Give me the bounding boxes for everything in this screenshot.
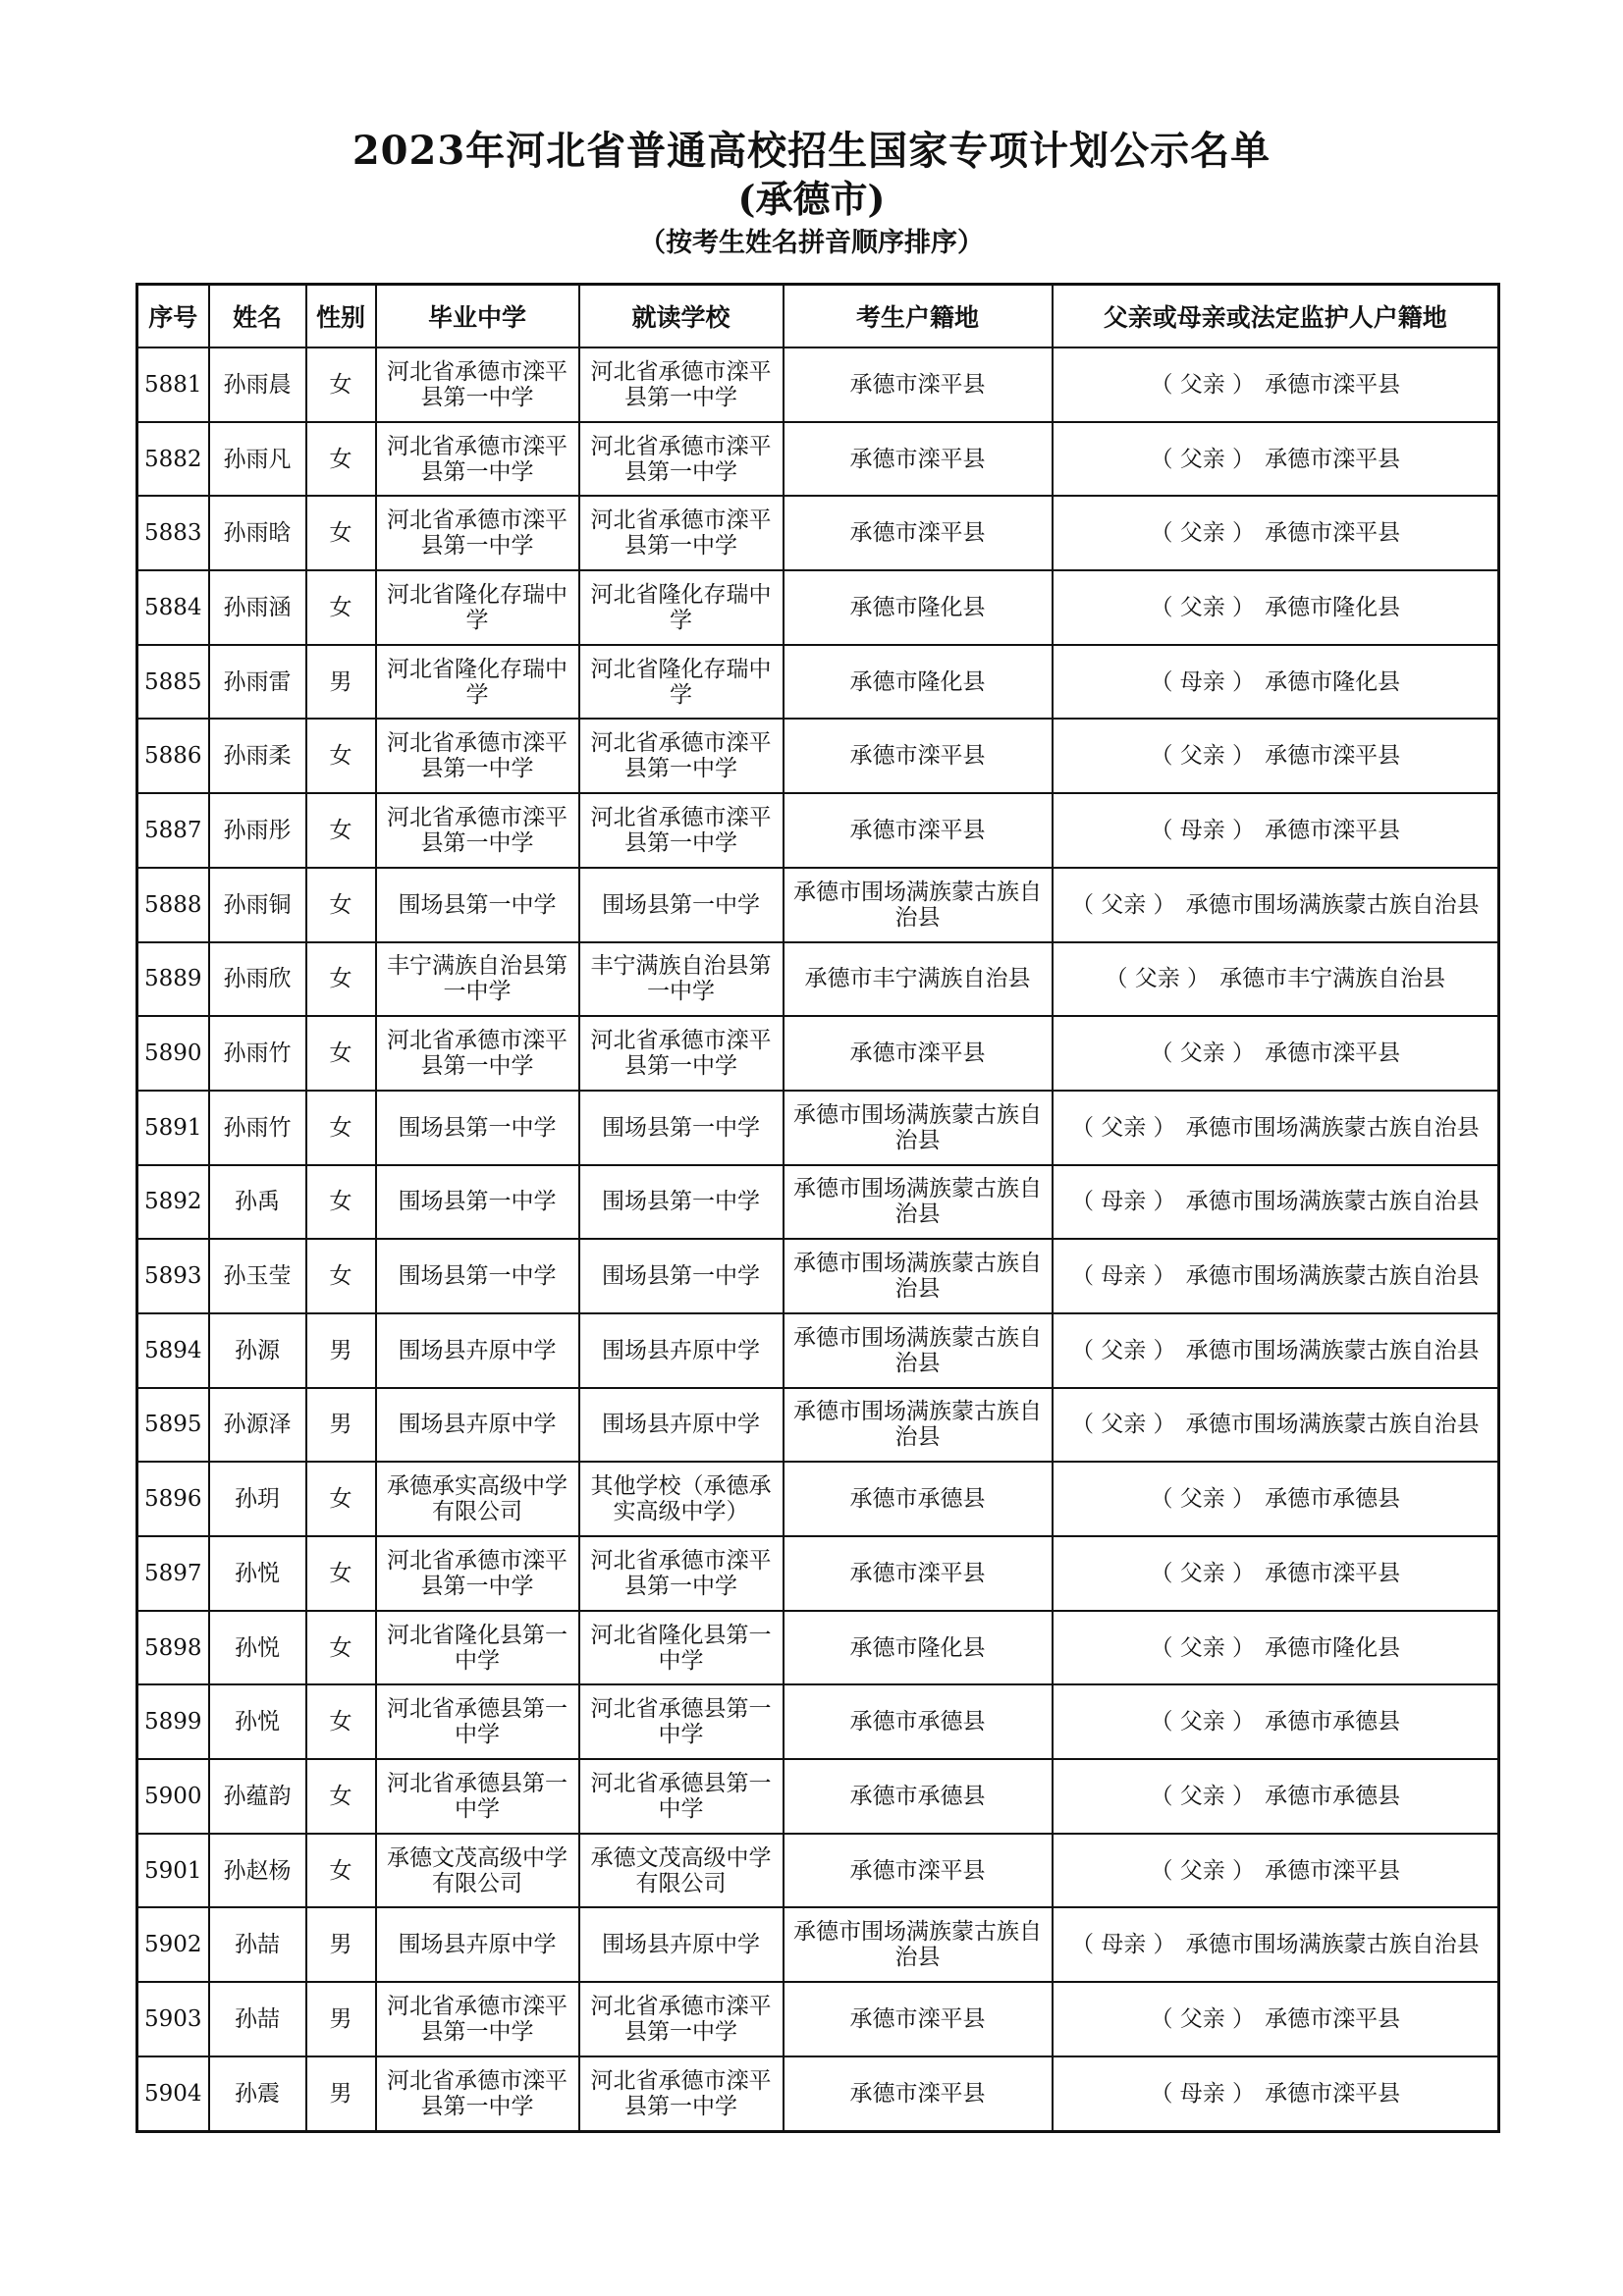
- table-body: [137, 347, 1499, 2131]
- graduation-school-cell: 河北省承德县第一中学: [376, 1684, 579, 1759]
- graduation-school-cell: 河北省承德市滦平县第一中学: [376, 1982, 579, 2056]
- guardian-hukou: 承德市滦平县: [1265, 2005, 1401, 2032]
- table-row: [137, 422, 1499, 497]
- student-hukou-cell: 承德市围场满族蒙古族自治县: [784, 868, 1053, 942]
- guardian-hukou: 承德市围场满族蒙古族自治县: [1185, 1412, 1480, 1438]
- serial-number-cell: 5898: [137, 1611, 209, 1685]
- gender-cell: 女: [306, 496, 376, 570]
- gender-cell: 男: [306, 1907, 376, 1982]
- table-row: [137, 1611, 1499, 1685]
- guardian-relation: （ 父亲 ）: [1150, 1634, 1256, 1661]
- graduation-school-cell: 围场县第一中学: [376, 1165, 579, 1240]
- current-school-cell: 河北省承德市滦平县第一中学: [579, 2056, 784, 2131]
- serial-number-cell: 5891: [137, 1091, 209, 1165]
- student-name-cell: 孙雨彤: [209, 793, 306, 868]
- guardian-hukou: 承德市滦平县: [1265, 817, 1401, 843]
- column-header-current-school: 就读学校: [579, 285, 784, 348]
- guardian-hukou-cell: [1053, 1388, 1499, 1463]
- guardian-relation: （ 父亲 ）: [1150, 1783, 1256, 1809]
- student-hukou-cell: 承德市隆化县: [784, 570, 1053, 645]
- student-hukou-cell: 承德市滦平县: [784, 2056, 1053, 2131]
- student-name-cell: 孙赵杨: [209, 1834, 306, 1908]
- guardian-hukou: 承德市围场满族蒙古族自治县: [1185, 1189, 1480, 1215]
- guardian-hukou: 承德市围场满族蒙古族自治县: [1185, 1114, 1480, 1141]
- student-name-cell: 孙玉莹: [209, 1239, 306, 1313]
- serial-number-cell: 5890: [137, 1016, 209, 1091]
- guardian-relation: （ 父亲 ）: [1150, 520, 1256, 547]
- student-name-cell: 孙蕴韵: [209, 1759, 306, 1834]
- gender-cell: 女: [306, 1091, 376, 1165]
- guardian-hukou-cell: [1053, 719, 1499, 793]
- student-hukou-cell: 承德市丰宁满族自治县: [784, 942, 1053, 1017]
- table-row: [137, 1759, 1499, 1834]
- table-row: [137, 1091, 1499, 1165]
- guardian-relation: （ 母亲 ）: [1150, 817, 1256, 843]
- graduation-school-cell: 承德文茂高级中学有限公司: [376, 1834, 579, 1908]
- guardian-hukou-cell: [1053, 570, 1499, 645]
- guardian-relation: （ 父亲 ）: [1070, 1337, 1176, 1363]
- guardian-hukou-cell: [1053, 2056, 1499, 2131]
- student-hukou-cell: 承德市滦平县: [784, 496, 1053, 570]
- guardian-relation: （ 父亲 ）: [1150, 1560, 1256, 1586]
- guardian-hukou-cell: [1053, 868, 1499, 942]
- gender-cell: 女: [306, 347, 376, 422]
- guardian-hukou-cell: [1053, 496, 1499, 570]
- current-school-cell: 河北省承德市滦平县第一中学: [579, 1982, 784, 2056]
- gender-cell: 男: [306, 1388, 376, 1463]
- guardian-hukou-cell: [1053, 1313, 1499, 1388]
- current-school-cell: 围场县卉原中学: [579, 1388, 784, 1463]
- student-hukou-cell: 承德市滦平县: [784, 1982, 1053, 2056]
- table-row: [137, 1982, 1499, 2056]
- graduation-school-cell: 围场县卉原中学: [376, 1907, 579, 1982]
- gender-cell: 女: [306, 868, 376, 942]
- current-school-cell: 河北省承德市滦平县第一中学: [579, 347, 784, 422]
- student-hukou-cell: 承德市滦平县: [784, 1834, 1053, 1908]
- serial-number-cell: 5887: [137, 793, 209, 868]
- guardian-relation: （ 父亲 ）: [1150, 446, 1256, 472]
- gender-cell: 男: [306, 2056, 376, 2131]
- student-hukou-cell: 承德市滦平县: [784, 1016, 1053, 1091]
- guardian-hukou: 承德市围场满族蒙古族自治县: [1185, 891, 1480, 918]
- current-school-cell: 河北省承德市滦平县第一中学: [579, 422, 784, 497]
- student-name-cell: 孙雨凡: [209, 422, 306, 497]
- guardian-hukou: 承德市滦平县: [1265, 371, 1401, 398]
- graduation-school-cell: 承德承实高级中学有限公司: [376, 1462, 579, 1536]
- guardian-hukou-cell: [1053, 1091, 1499, 1165]
- student-hukou-cell: 承德市围场满族蒙古族自治县: [784, 1091, 1053, 1165]
- gender-cell: 女: [306, 1834, 376, 1908]
- student-hukou-cell: 承德市承德县: [784, 1462, 1053, 1536]
- serial-number-cell: 5899: [137, 1684, 209, 1759]
- graduation-school-cell: 围场县第一中学: [376, 1091, 579, 1165]
- guardian-hukou: 承德市隆化县: [1265, 594, 1401, 620]
- column-header-grad-school: 毕业中学: [376, 285, 579, 348]
- guardian-hukou-cell: [1053, 1016, 1499, 1091]
- serial-number-cell: 5888: [137, 868, 209, 942]
- serial-number-cell: 5903: [137, 1982, 209, 2056]
- guardian-relation: （ 父亲 ）: [1150, 1041, 1256, 1067]
- column-header-guardian-hukou: 父亲或母亲或法定监护人户籍地: [1053, 285, 1499, 348]
- column-header-no: 序号: [137, 285, 209, 348]
- table-row: [137, 1536, 1499, 1611]
- table-row: [137, 1684, 1499, 1759]
- guardian-hukou-cell: [1053, 1611, 1499, 1685]
- student-name-cell: 孙源泽: [209, 1388, 306, 1463]
- gender-cell: 女: [306, 1684, 376, 1759]
- current-school-cell: 围场县第一中学: [579, 1165, 784, 1240]
- guardian-relation: （ 母亲 ）: [1070, 1189, 1176, 1215]
- table-row: [137, 570, 1499, 645]
- column-header-gender: 性别: [306, 285, 376, 348]
- guardian-hukou: 承德市滦平县: [1265, 2080, 1401, 2107]
- table-row: [137, 347, 1499, 422]
- guardian-hukou: 承德市滦平县: [1265, 1041, 1401, 1067]
- gender-cell: 女: [306, 1462, 376, 1536]
- student-hukou-cell: 承德市围场满族蒙古族自治县: [784, 1239, 1053, 1313]
- serial-number-cell: 5896: [137, 1462, 209, 1536]
- current-school-cell: 河北省承德市滦平县第一中学: [579, 1536, 784, 1611]
- current-school-cell: 河北省隆化县第一中学: [579, 1611, 784, 1685]
- table-row: [137, 2056, 1499, 2131]
- guardian-hukou-cell: [1053, 1536, 1499, 1611]
- current-school-cell: 围场县卉原中学: [579, 1907, 784, 1982]
- guardian-relation: （ 父亲 ）: [1150, 1709, 1256, 1735]
- table-row: [137, 1834, 1499, 1908]
- guardian-relation: （ 父亲 ）: [1070, 1114, 1176, 1141]
- current-school-cell: 河北省承德市滦平县第一中学: [579, 1016, 784, 1091]
- student-hukou-cell: 承德市承德县: [784, 1684, 1053, 1759]
- current-school-cell: 河北省承德市滦平县第一中学: [579, 793, 784, 868]
- guardian-hukou-cell: [1053, 347, 1499, 422]
- current-school-cell: 围场县第一中学: [579, 1239, 784, 1313]
- graduation-school-cell: 河北省承德市滦平县第一中学: [376, 793, 579, 868]
- student-name-cell: 孙雨晗: [209, 496, 306, 570]
- student-name-cell: 孙悦: [209, 1684, 306, 1759]
- column-header-name: 姓名: [209, 285, 306, 348]
- current-school-cell: 围场县卉原中学: [579, 1313, 784, 1388]
- guardian-relation: （ 父亲 ）: [1150, 2005, 1256, 2032]
- serial-number-cell: 5892: [137, 1165, 209, 1240]
- guardian-hukou: 承德市滦平县: [1265, 743, 1401, 770]
- graduation-school-cell: 河北省承德市滦平县第一中学: [376, 1016, 579, 1091]
- student-name-cell: 孙雨铜: [209, 868, 306, 942]
- guardian-hukou-cell: [1053, 1165, 1499, 1240]
- serial-number-cell: 5895: [137, 1388, 209, 1463]
- gender-cell: 女: [306, 422, 376, 497]
- guardian-hukou: 承德市滦平县: [1265, 446, 1401, 472]
- gender-cell: 女: [306, 793, 376, 868]
- guardian-relation: （ 父亲 ）: [1070, 891, 1176, 918]
- graduation-school-cell: 河北省隆化县第一中学: [376, 1611, 579, 1685]
- guardian-relation: （ 父亲 ）: [1150, 1857, 1256, 1884]
- guardian-hukou: 承德市围场满族蒙古族自治县: [1185, 1337, 1480, 1363]
- graduation-school-cell: 围场县卉原中学: [376, 1313, 579, 1388]
- table-row: [137, 496, 1499, 570]
- serial-number-cell: 5901: [137, 1834, 209, 1908]
- guardian-hukou: 承德市滦平县: [1265, 1857, 1401, 1884]
- guardian-relation: （ 父亲 ）: [1105, 966, 1211, 992]
- guardian-relation: （ 父亲 ）: [1150, 743, 1256, 770]
- serial-number-cell: 5886: [137, 719, 209, 793]
- table-row: [137, 1313, 1499, 1388]
- graduation-school-cell: 河北省隆化存瑞中学: [376, 645, 579, 720]
- student-name-cell: 孙雨柔: [209, 719, 306, 793]
- guardian-hukou-cell: [1053, 1834, 1499, 1908]
- graduation-school-cell: 围场县第一中学: [376, 1239, 579, 1313]
- student-name-cell: 孙喆: [209, 1982, 306, 2056]
- graduation-school-cell: 河北省承德市滦平县第一中学: [376, 347, 579, 422]
- guardian-hukou-cell: [1053, 1462, 1499, 1536]
- current-school-cell: 丰宁满族自治县第一中学: [579, 942, 784, 1017]
- serial-number-cell: 5900: [137, 1759, 209, 1834]
- guardian-hukou: 承德市隆化县: [1265, 1634, 1401, 1661]
- gender-cell: 女: [306, 1536, 376, 1611]
- guardian-hukou-cell: [1053, 1239, 1499, 1313]
- gender-cell: 女: [306, 1165, 376, 1240]
- document-title: 2023年河北省普通高校招生国家专项计划公示名单: [352, 128, 1271, 174]
- gender-cell: 女: [306, 1611, 376, 1685]
- student-name-cell: 孙源: [209, 1313, 306, 1388]
- table-row: [137, 1388, 1499, 1463]
- student-hukou-cell: 承德市围场满族蒙古族自治县: [784, 1165, 1053, 1240]
- student-name-cell: 孙雨竹: [209, 1091, 306, 1165]
- student-hukou-cell: 承德市围场满族蒙古族自治县: [784, 1388, 1053, 1463]
- table-row: [137, 1016, 1499, 1091]
- graduation-school-cell: 河北省承德市滦平县第一中学: [376, 2056, 579, 2131]
- guardian-hukou: 承德市滦平县: [1265, 1560, 1401, 1586]
- guardian-relation: （ 父亲 ）: [1150, 371, 1256, 398]
- table-row: [137, 1239, 1499, 1313]
- graduation-school-cell: 河北省承德县第一中学: [376, 1759, 579, 1834]
- graduation-school-cell: 河北省承德市滦平县第一中学: [376, 1536, 579, 1611]
- graduation-school-cell: 河北省承德市滦平县第一中学: [376, 719, 579, 793]
- student-hukou-cell: 承德市隆化县: [784, 1611, 1053, 1685]
- current-school-cell: 围场县第一中学: [579, 868, 784, 942]
- graduation-school-cell: 河北省承德市滦平县第一中学: [376, 496, 579, 570]
- guardian-hukou: 承德市隆化县: [1265, 668, 1401, 695]
- student-name-cell: 孙悦: [209, 1611, 306, 1685]
- guardian-hukou-cell: [1053, 1684, 1499, 1759]
- student-name-cell: 孙雨涵: [209, 570, 306, 645]
- gender-cell: 男: [306, 645, 376, 720]
- gender-cell: 女: [306, 942, 376, 1017]
- table-row: [137, 1462, 1499, 1536]
- current-school-cell: 河北省承德县第一中学: [579, 1684, 784, 1759]
- current-school-cell: 河北省隆化存瑞中学: [579, 570, 784, 645]
- student-hukou-cell: 承德市滦平县: [784, 1536, 1053, 1611]
- serial-number-cell: 5884: [137, 570, 209, 645]
- gender-cell: 女: [306, 570, 376, 645]
- document-header: [0, 126, 1623, 261]
- guardian-relation: （ 母亲 ）: [1150, 2080, 1256, 2107]
- serial-number-cell: 5894: [137, 1313, 209, 1388]
- current-school-cell: 河北省承德市滦平县第一中学: [579, 719, 784, 793]
- guardian-hukou-cell: [1053, 942, 1499, 1017]
- serial-number-cell: 5883: [137, 496, 209, 570]
- column-header-hukou: 考生户籍地: [784, 285, 1053, 348]
- graduation-school-cell: 河北省隆化存瑞中学: [376, 570, 579, 645]
- serial-number-cell: 5893: [137, 1239, 209, 1313]
- serial-number-cell: 5881: [137, 347, 209, 422]
- table-row: [137, 868, 1499, 942]
- serial-number-cell: 5889: [137, 942, 209, 1017]
- graduation-school-cell: 围场县第一中学: [376, 868, 579, 942]
- guardian-relation: （ 母亲 ）: [1070, 1932, 1176, 1958]
- student-name-cell: 孙禹: [209, 1165, 306, 1240]
- current-school-cell: 围场县第一中学: [579, 1091, 784, 1165]
- serial-number-cell: 5882: [137, 422, 209, 497]
- student-hukou-cell: 承德市滦平县: [784, 422, 1053, 497]
- guardian-relation: （ 母亲 ）: [1150, 668, 1256, 695]
- gender-cell: 男: [306, 1313, 376, 1388]
- guardian-hukou: 承德市承德县: [1265, 1486, 1401, 1513]
- current-school-cell: 河北省承德市滦平县第一中学: [579, 496, 784, 570]
- student-name-cell: 孙雨欣: [209, 942, 306, 1017]
- student-hukou-cell: 承德市滦平县: [784, 793, 1053, 868]
- table-row: [137, 645, 1499, 720]
- gender-cell: 女: [306, 1016, 376, 1091]
- serial-number-cell: 5904: [137, 2056, 209, 2131]
- guardian-hukou: 承德市承德县: [1265, 1709, 1401, 1735]
- student-name-cell: 孙雨晨: [209, 347, 306, 422]
- current-school-cell: 河北省承德县第一中学: [579, 1759, 784, 1834]
- student-name-cell: 孙喆: [209, 1907, 306, 1982]
- gender-cell: 女: [306, 719, 376, 793]
- student-hukou-cell: 承德市滦平县: [784, 347, 1053, 422]
- guardian-hukou-cell: [1053, 793, 1499, 868]
- student-hukou-cell: 承德市围场满族蒙古族自治县: [784, 1313, 1053, 1388]
- roster-table: [135, 283, 1500, 2133]
- guardian-hukou-cell: [1053, 1907, 1499, 1982]
- student-hukou-cell: 承德市滦平县: [784, 719, 1053, 793]
- document-subtitle: (承德市): [737, 177, 886, 221]
- student-name-cell: 孙雨雷: [209, 645, 306, 720]
- guardian-relation: （ 父亲 ）: [1150, 594, 1256, 620]
- gender-cell: 女: [306, 1239, 376, 1313]
- guardian-hukou: 承德市围场满族蒙古族自治县: [1185, 1932, 1480, 1958]
- serial-number-cell: 5897: [137, 1536, 209, 1611]
- current-school-cell: 其他学校（承德承实高级中学）: [579, 1462, 784, 1536]
- current-school-cell: 河北省隆化存瑞中学: [579, 645, 784, 720]
- guardian-hukou: 承德市围场满族蒙古族自治县: [1185, 1263, 1480, 1290]
- table-row: [137, 942, 1499, 1017]
- guardian-hukou: 承德市丰宁满族自治县: [1219, 966, 1446, 992]
- graduation-school-cell: 河北省承德市滦平县第一中学: [376, 422, 579, 497]
- guardian-hukou-cell: [1053, 1982, 1499, 2056]
- table-row: [137, 1165, 1499, 1240]
- guardian-relation: （ 母亲 ）: [1070, 1263, 1176, 1290]
- guardian-hukou-cell: [1053, 422, 1499, 497]
- table-header-row: [137, 285, 1499, 348]
- gender-cell: 女: [306, 1759, 376, 1834]
- guardian-relation: （ 父亲 ）: [1150, 1486, 1256, 1513]
- current-school-cell: 承德文茂高级中学有限公司: [579, 1834, 784, 1908]
- guardian-hukou: 承德市滦平县: [1265, 520, 1401, 547]
- guardian-hukou-cell: [1053, 1759, 1499, 1834]
- table-row: [137, 719, 1499, 793]
- student-name-cell: 孙悦: [209, 1536, 306, 1611]
- sort-note: （按考生姓名拼音顺序排序）: [639, 228, 984, 258]
- table-row: [137, 1907, 1499, 1982]
- student-name-cell: 孙震: [209, 2056, 306, 2131]
- student-hukou-cell: 承德市承德县: [784, 1759, 1053, 1834]
- guardian-hukou: 承德市承德县: [1265, 1783, 1401, 1809]
- student-name-cell: 孙玥: [209, 1462, 306, 1536]
- graduation-school-cell: 围场县卉原中学: [376, 1388, 579, 1463]
- student-hukou-cell: 承德市隆化县: [784, 645, 1053, 720]
- serial-number-cell: 5902: [137, 1907, 209, 1982]
- student-name-cell: 孙雨竹: [209, 1016, 306, 1091]
- gender-cell: 男: [306, 1982, 376, 2056]
- table-row: [137, 793, 1499, 868]
- graduation-school-cell: 丰宁满族自治县第一中学: [376, 942, 579, 1017]
- student-hukou-cell: 承德市围场满族蒙古族自治县: [784, 1907, 1053, 1982]
- guardian-relation: （ 父亲 ）: [1070, 1412, 1176, 1438]
- guardian-hukou-cell: [1053, 645, 1499, 720]
- serial-number-cell: 5885: [137, 645, 209, 720]
